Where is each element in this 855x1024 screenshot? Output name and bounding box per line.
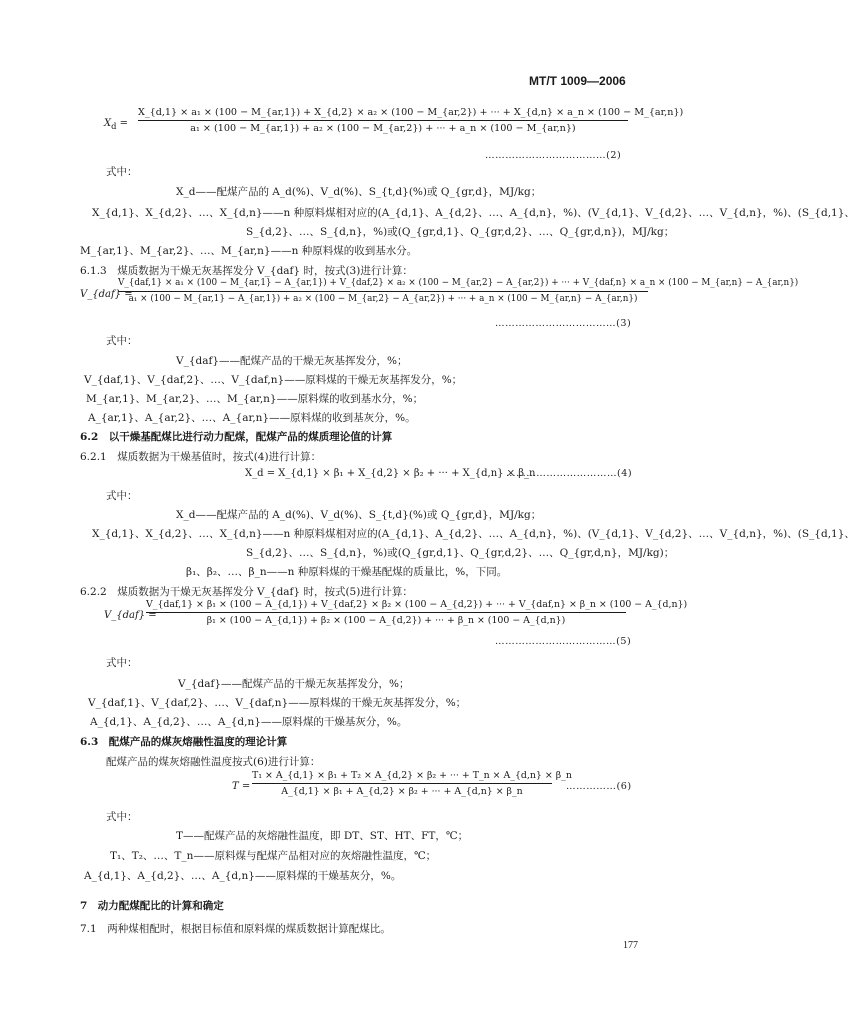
eq3-denominator: a₁ × (100 − M_{ar,1} − A_{ar,1}) + a₂ × (100 − M_{ar,2} − A_{ar,2}) + ··· + a_n × (100 − M_{ar,n} − A_{ar,n})	[128, 294, 638, 304]
eq6-number-line	[566, 781, 632, 792]
eq3-fraction	[118, 277, 799, 306]
eq5-number: (5)	[616, 636, 632, 647]
where-1-label: 式中：	[106, 166, 138, 178]
eq6-leader: ……………	[566, 781, 617, 792]
eq5-numerator: V_{daf,1} × β₁ × (100 − A_{d,1}) + V_{daf,2} × β₂ × (100 − A_{d,2}) + ··· + V_{daf,n} × β_n × (100 − A_{d,n})	[146, 599, 688, 610]
section-7-1: 7.1 两种煤相配时，根据目标值和原料煤的煤质数据计算配煤比。	[80, 923, 391, 935]
eq2-equals: =	[119, 118, 129, 129]
eq3-number: (3)	[616, 318, 632, 329]
where-4-line: A_{d,1}、A_{d,2}、…、A_{d,n}——原料煤的干燥基灰分，%。	[90, 716, 408, 728]
eq5-fraction	[146, 598, 688, 627]
section-6-3-intro: 配煤产品的煤灰熔融性温度按式(6)进行计算：	[106, 756, 321, 768]
where-2-line: V_{daf,1}、V_{daf,2}、…、V_{daf,n}——原料煤的干燥无灰基挥发分，%；	[84, 374, 463, 386]
where-5-line: T₁、T₂、…、T_n——原料煤与配煤产品相对应的灰熔融性温度，℃；	[110, 850, 437, 862]
eq5-leader: ………………………………	[495, 636, 617, 647]
where-2-line: M_{ar,1}、M_{ar,2}、…、M_{ar,n}——原料煤的收到基水分，%；	[86, 393, 424, 405]
eq2-numerator: X_{d,1} × a₁ × (100 − M_{ar,1}) + X_{d,2} × a₂ × (100 − M_{ar,2}) + ··· + X_{d,n} × a_n × (100 − M_{ar,n})	[138, 107, 684, 118]
eq3-lhs-symbol: V_{daf}	[80, 289, 122, 300]
eq6-fraction-bar	[252, 783, 552, 784]
eq2-leader: ………………………………	[485, 150, 607, 161]
eq5-equals: =	[148, 610, 157, 621]
where-3-line: β₁、β₂、…、β_n——n 种原料煤的干燥基配煤的质量比，%，下同。	[186, 566, 508, 578]
eq5-number-line	[495, 636, 631, 647]
where-4-label: 式中：	[106, 657, 138, 669]
eq5-fraction-bar	[146, 612, 626, 613]
where-3-label: 式中：	[106, 490, 138, 502]
where-4-line: V_{daf,1}、V_{daf,2}、…、V_{daf,n}——原料煤的干燥无灰基挥发分，%；	[88, 697, 467, 709]
eq6-equals: =	[241, 781, 251, 792]
where-1-line: M_{ar,1}、M_{ar,2}、…、M_{ar,n}——n 种原料煤的收到基水分。	[80, 245, 418, 257]
eq3-leader: ………………………………	[495, 318, 617, 329]
eq3-fraction-bar	[118, 291, 648, 292]
where-4-line: V_{daf}——配煤产品的干燥无灰基挥发分，%；	[178, 678, 410, 690]
where-5-line: T——配煤产品的灰熔融性温度，即 DT、ST、HT、FT，℃；	[176, 830, 469, 842]
where-5-line: A_{d,1}、A_{d,2}、…、A_{d,n}——原料煤的干燥基灰分，%。	[84, 870, 402, 882]
eq3-number-line	[495, 318, 631, 329]
where-2-line: V_{daf}——配煤产品的干燥无灰基挥发分，%；	[176, 355, 408, 367]
where-1-line: S_{d,2}、…、S_{d,n}，%)或(Q_{gr,d,1}、Q_{gr,d,2}、…、Q_{gr,d,n})，MJ/kg；	[246, 226, 675, 238]
where-3-line: X_{d,1}、X_{d,2}、…、X_{d,n}——n 种原料煤相对应的(A_{d,1}、A_{d,2}、…、A_{d,n}，%)、(V_{d,1}、V_{d,2}、…、V_{d,n}，%)、(S_{d,1}、	[92, 528, 855, 540]
eq6-fraction	[252, 769, 572, 798]
page-number: 177	[623, 940, 638, 951]
eq2-fraction-bar	[138, 120, 628, 121]
where-3-line: S_{d,2}、…、S_{d,n}，%)或(Q_{gr,d,1}、Q_{gr,d,2}、…、Q_{gr,d,n}，MJ/kg)；	[246, 547, 675, 559]
eq3-equals: =	[124, 289, 133, 300]
where-1-line: X_d——配煤产品的 A_d(%)、V_d(%)、S_{t,d}(%)或 Q_{gr,d}，MJ/kg；	[176, 186, 542, 198]
eq6-number: (6)	[616, 781, 632, 792]
eq4-expression: X_d = X_{d,1} × β₁ + X_{d,2} × β₂ + ··· + X_{d,n} × β_n	[245, 468, 536, 479]
eq2-lhs-symbol: X	[104, 118, 112, 129]
eq6-lhs-symbol: T	[232, 781, 239, 792]
eq4-leader: ……………………………	[506, 468, 618, 479]
eq2-denominator: a₁ × (100 − M_{ar,1}) + a₂ × (100 − M_{ar,2}) + ··· + a_n × (100 − M_{ar,n})	[190, 123, 576, 134]
where-2-label: 式中：	[106, 335, 138, 347]
section-6-3-heading: 6.3 配煤产品的煤灰熔融性温度的理论计算	[80, 736, 288, 748]
eq2-lhs-sub: d	[111, 121, 117, 131]
where-1-line: X_{d,1}、X_{d,2}、…、X_{d,n}——n 种原料煤相对应的(A_{d,1}、A_{d,2}、…、A_{d,n}，%)、(V_{d,1}、V_{d,2}、…、V_{d,n}，%)、(S_{d,1}、	[92, 207, 855, 219]
where-5-label: 式中：	[106, 811, 138, 823]
eq5-denominator: β₁ × (100 − A_{d,1}) + β₂ × (100 − A_{d,2}) + ··· + β_n × (100 − A_{d,n})	[206, 615, 566, 626]
eq4-number-line	[506, 468, 632, 479]
eq6-denominator: A_{d,1} × β₁ + A_{d,2} × β₂ + ··· + A_{d,n} × β_n	[281, 786, 523, 797]
eq4-number: (4)	[617, 468, 633, 479]
eq2-lhs	[104, 118, 128, 131]
eq6-numerator: T₁ × A_{d,1} × β₁ + T₂ × A_{d,2} × β₂ + ··· + T_n × A_{d,n} × β_n	[252, 770, 572, 781]
eq5-lhs-symbol: V_{daf}	[104, 610, 146, 621]
where-2-line: A_{ar,1}、A_{ar,2}、…、A_{ar,n}——原料煤的收到基灰分，%。	[88, 412, 416, 424]
section-6-2-heading: 6.2 以干燥基配煤比进行动力配煤，配煤产品的煤质理论值的计算	[80, 431, 393, 443]
eq3-numerator: V_{daf,1} × a₁ × (100 − M_{ar,1} − A_{ar,1}) + V_{daf,2} × a₂ × (100 − M_{ar,2} − A_{ar,2}) + ··· + V_{daf,n} × a_n × (100 − M_{ar,n} − A_{ar,n})	[118, 278, 799, 288]
eq2-number: (2)	[606, 150, 622, 161]
eq2-number-line	[485, 150, 621, 161]
section-7-heading: 7 动力配煤配比的计算和确定	[80, 900, 224, 912]
where-3-line: X_d——配煤产品的 A_d(%)、V_d(%)、S_{t,d}(%)或 Q_{gr,d}，MJ/kg；	[176, 509, 542, 521]
eq2-fraction	[138, 106, 684, 135]
section-6-1-3: 6.1.3 煤质数据为干燥无灰基挥发分 V_{daf} 时，按式(3)进行计算：	[80, 265, 413, 277]
eq6-lhs	[232, 781, 250, 792]
document-number: MT/T 1009—2006	[529, 74, 626, 88]
section-6-2-2: 6.2.2 煤质数据为干燥无灰基挥发分 V_{daf} 时，按式(5)进行计算：	[80, 586, 413, 598]
section-6-2-1: 6.2.1 煤质数据为干燥基值时，按式(4)进行计算：	[80, 451, 322, 463]
